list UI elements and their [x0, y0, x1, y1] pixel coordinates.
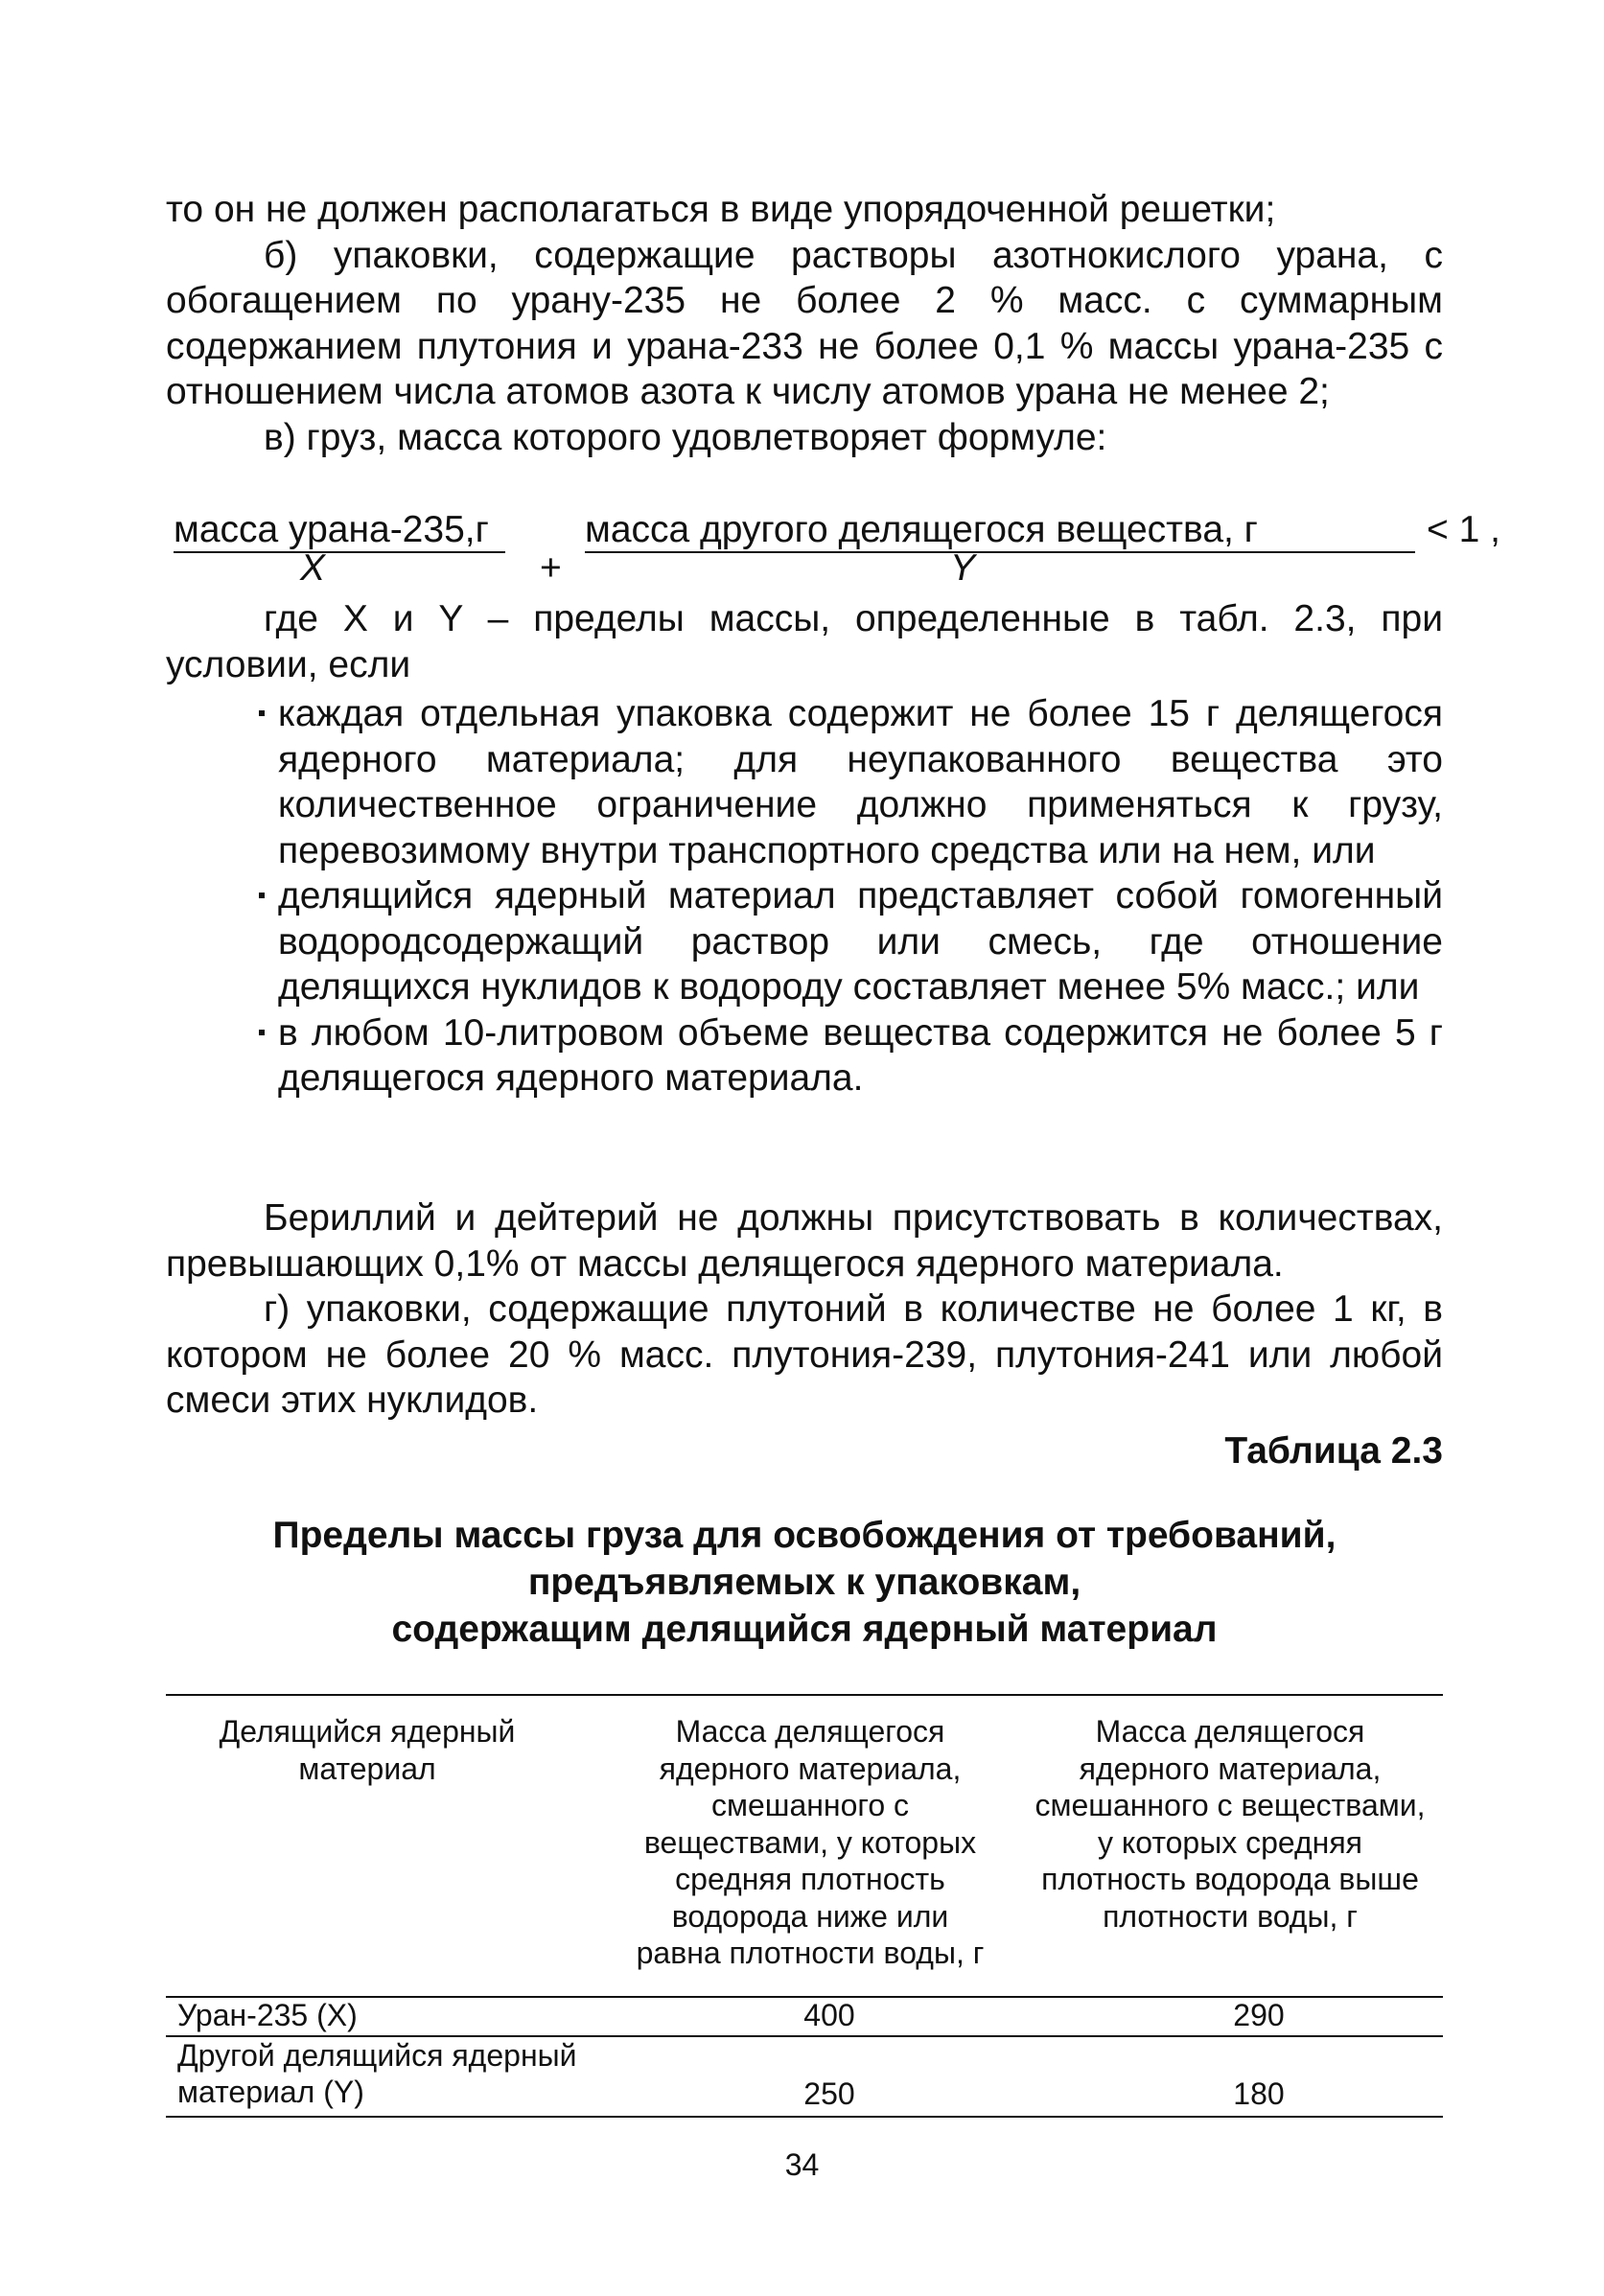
formula-fraction-line-1: [174, 551, 505, 553]
table-label: Таблица 2.3: [1224, 1430, 1443, 1472]
paragraph-c: в) груз, масса которого удовлетворяет формуле:: [264, 416, 1107, 458]
body-text-top: [166, 187, 1443, 460]
table-title-line: Пределы массы груза для освобождения от требований,: [272, 1515, 1337, 1556]
row-material: Другой делящийся ядерный материал (Y): [177, 2038, 577, 2109]
table-title: [166, 1512, 1443, 1653]
bullet-icon: [259, 710, 265, 716]
table-bottom-rule: [166, 2116, 1443, 2118]
mass-formula: [166, 508, 1500, 589]
list-item: [278, 873, 1443, 1010]
table-top-rule: [166, 1694, 1443, 1696]
page-number: 34: [784, 2147, 820, 2182]
list-item-text: делящийся ядерный материал представляет собой гомогенный водородсодержащий раствор или смесь, где отношение делящихся нуклидов к водороду составляет менее 5% масс.; или: [278, 875, 1443, 1008]
list-item-text: каждая отдельная упаковка содержит не более 15 г делящегося ядерного материала; для неупакованного вещества это количественное ограничение должно применяться к грузу, перевозимому внутри транспортного средства или на нем, или: [278, 693, 1443, 871]
condition-list: [278, 691, 1443, 1102]
row-high-value: 180: [1233, 2076, 1285, 2111]
column-header-high-density: Масса делящегося ядерного материала, смешанного с веществами, у которых средняя плотность водорода выше плотности воды, г: [1034, 1714, 1426, 1934]
column-header-low-density: Масса делящегося ядерного материала, смешанного с веществами, у которых средняя плотность водорода ниже или равна плотности воды, г: [636, 1714, 985, 1970]
formula-denominator-y: Y: [950, 547, 976, 589]
formula-fraction-line-2: [585, 551, 1415, 553]
paragraph-where: где X и Y – пределы массы, определенные в табл. 2.3, при условии, если: [166, 598, 1443, 685]
list-item: [278, 1010, 1443, 1102]
row-low-value: 250: [803, 2076, 855, 2111]
row-high-value: 290: [1233, 1998, 1285, 2032]
formula-numerator-uranium: масса урана-235,г: [174, 509, 489, 550]
bullet-icon: [259, 893, 265, 898]
table-title-line: содержащим делящийся ядерный материал: [391, 1609, 1218, 1650]
paragraph-b: б) упаковки, содержащие растворы азотнокислого урана, с обогащением по урану-235 не более 2 % масс. с суммарным содержанием плутония и урана-233 не более 0,1 % массы урана-235 с отношением числа атомов азота к числу атомов урана не менее 2;: [166, 234, 1443, 412]
table-title-line: предъявляемых к упаковкам,: [527, 1562, 1081, 1603]
list-item: [278, 691, 1443, 873]
row-material: Уран-235 (X): [177, 1998, 358, 2032]
formula-less-than-one: < 1 ,: [1427, 509, 1500, 550]
paragraph-beryllium: Бериллий и дейтерий не должны присутствовать в количествах, превышающих 0,1% от массы делящегося ядерного материала.: [166, 1197, 1443, 1285]
paragraph-continuation: то он не должен располагаться в виде упорядоченной решетки;: [166, 189, 1276, 230]
row-low-value: 400: [803, 1998, 855, 2032]
bullet-icon: [259, 1030, 265, 1035]
column-header-material: Делящийся ядерный материал: [219, 1714, 516, 1786]
formula-denominator-x: X: [300, 547, 326, 589]
paragraph-d: г) упаковки, содержащие плутоний в количестве не более 1 кг, в котором не более 20 % масс. плутония-239, плутония-241 или любой смеси этих нуклидов.: [166, 1288, 1443, 1421]
list-item-text: в любом 10-литровом объеме вещества содержится не более 5 г делящегося ядерного материала.: [278, 1011, 1443, 1099]
where-clause: [166, 596, 1443, 687]
formula-numerator-other: масса другого делящегося вещества, г: [585, 509, 1258, 550]
formula-plus-sign: +: [540, 547, 562, 589]
body-text-bottom: [166, 1195, 1443, 1424]
